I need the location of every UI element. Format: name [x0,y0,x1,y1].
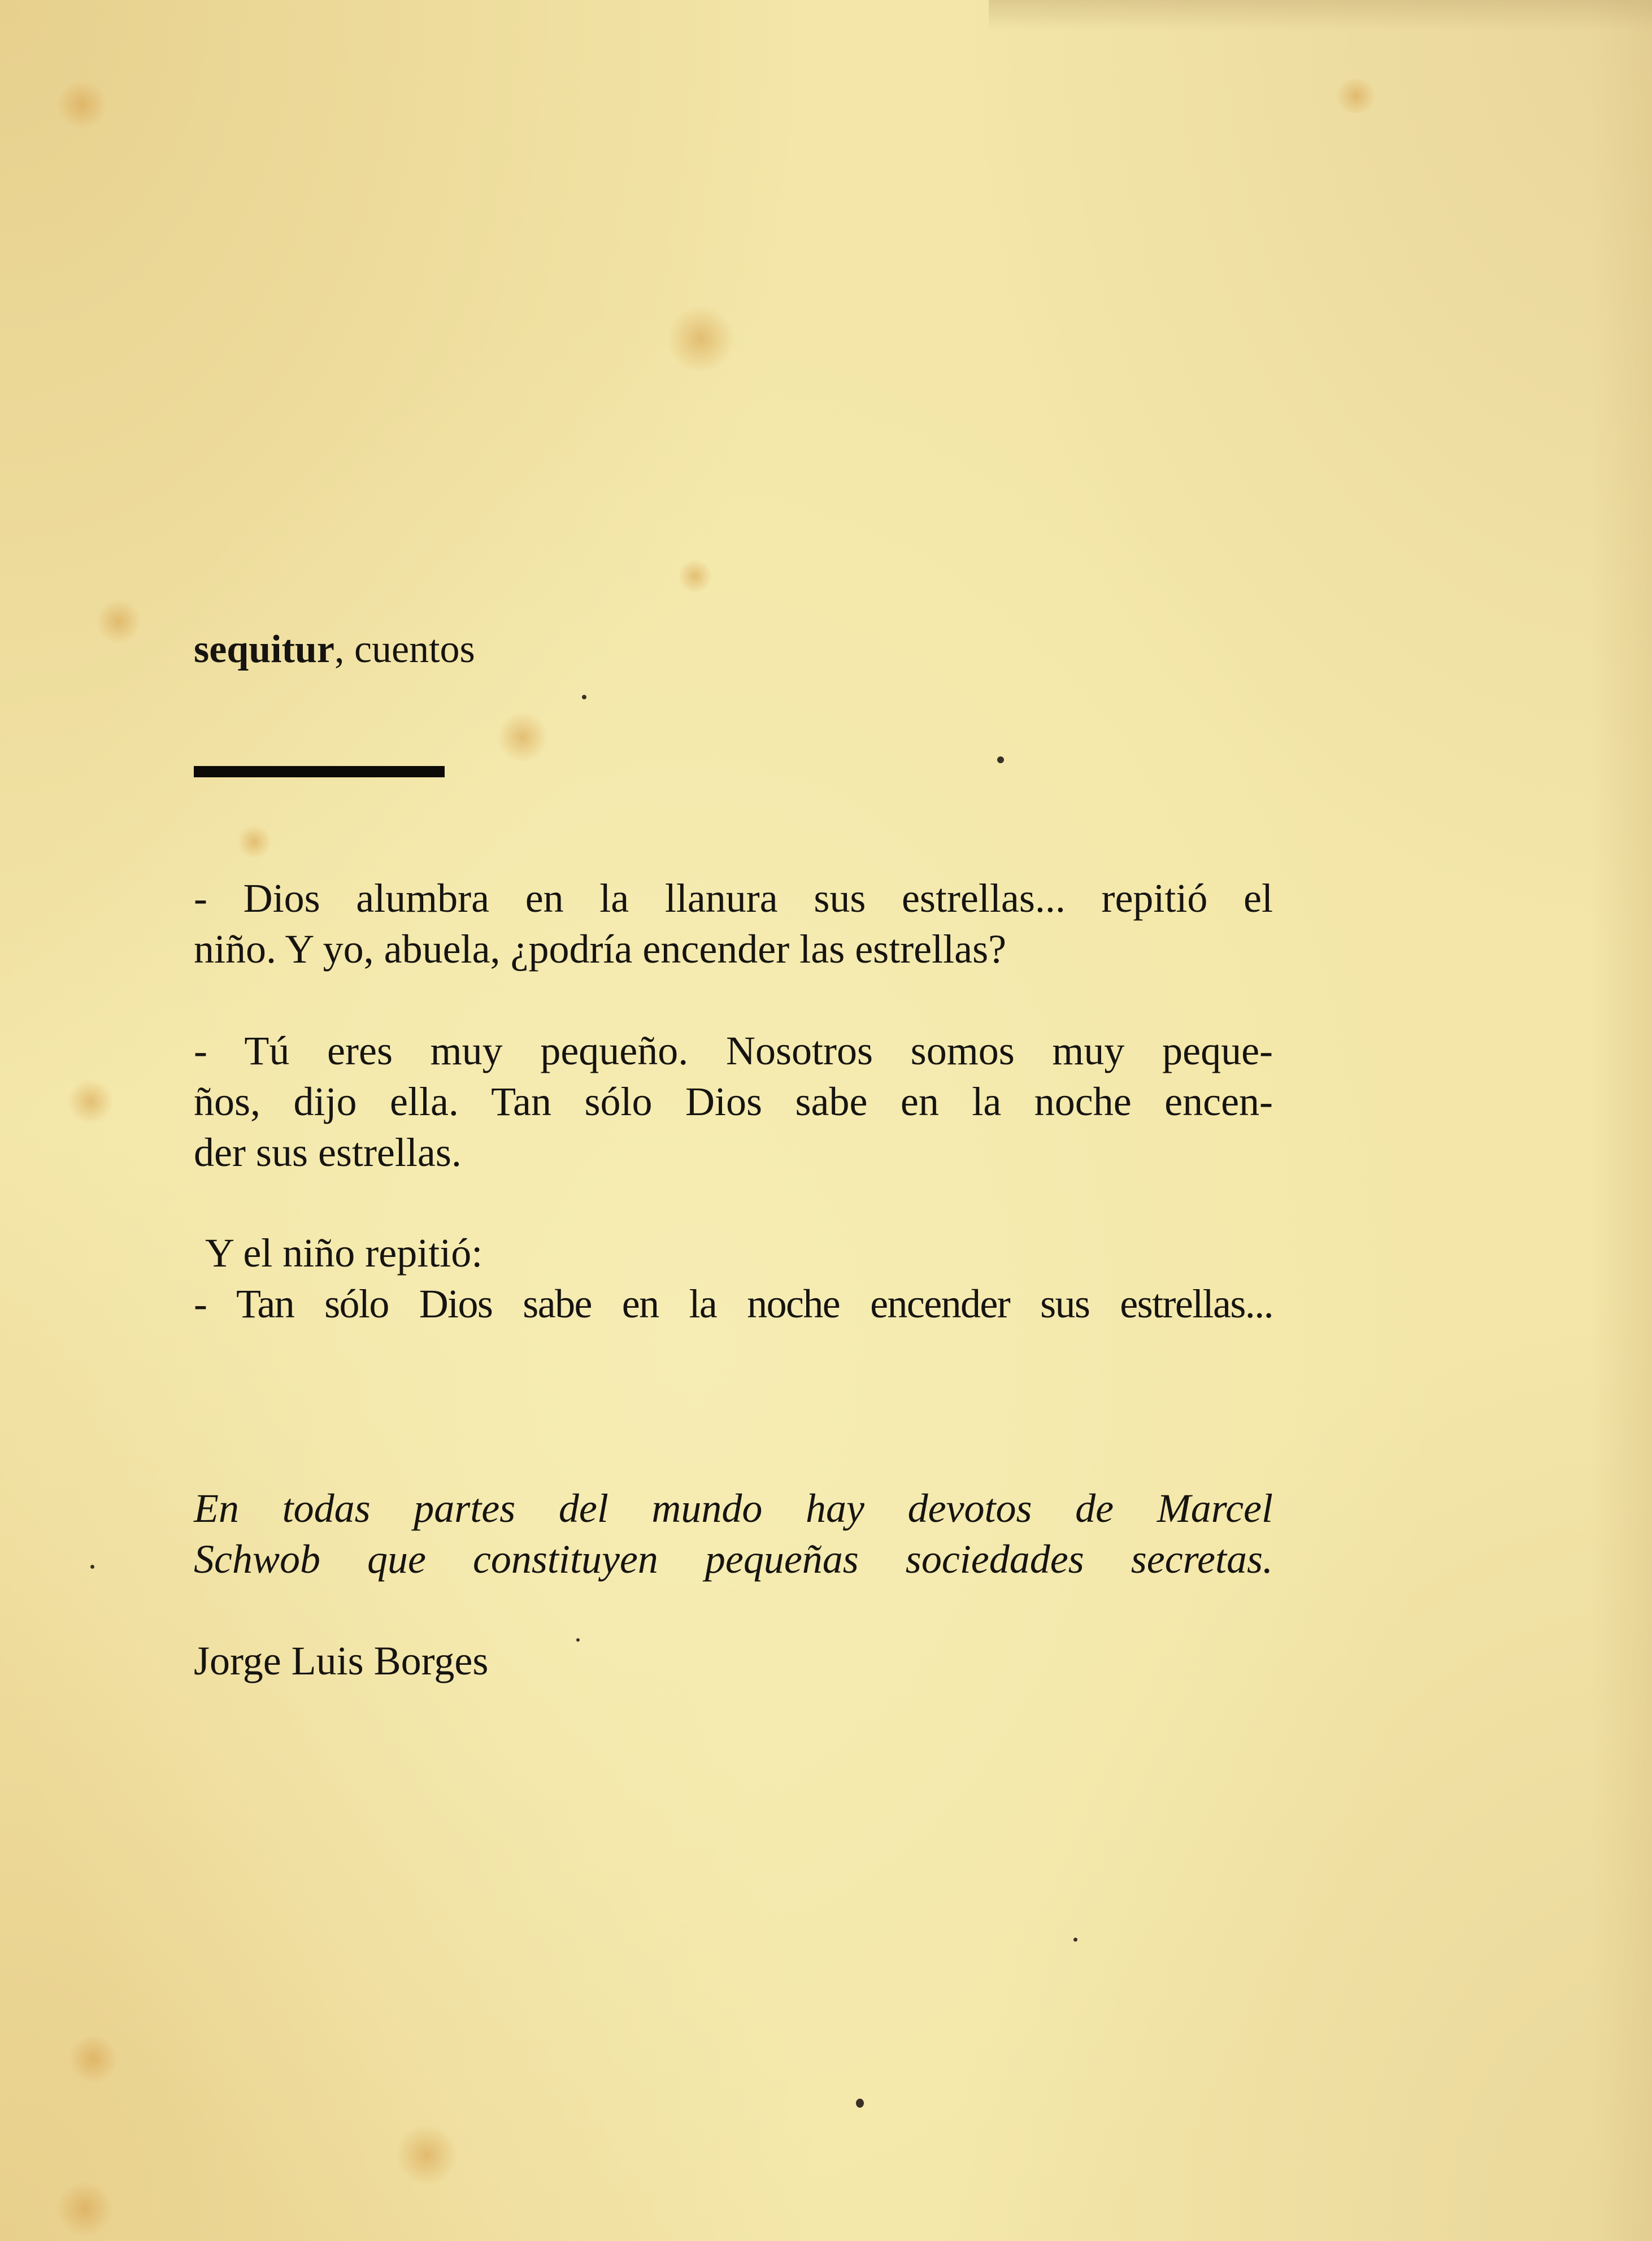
series-heading [194,621,475,678]
borges-quote [194,1483,1273,1585]
paper-stain [68,1079,113,1124]
series-name: sequitur [194,628,334,671]
paper-edge-shadow [1590,0,1652,2241]
paper-stain [497,712,548,763]
paper-stain [395,2124,458,2186]
heading-rule [194,766,445,777]
paper-top-wear [989,0,1652,31]
excerpt-line: der sus estrellas. [194,1130,462,1175]
excerpt-line: niño. Y yo, abuela, ¿podría encender las estrellas? [194,926,1007,972]
paper-speck [856,2099,864,2108]
excerpt-paragraph-2 [194,1025,1273,1178]
paper-speck [1073,1938,1077,1942]
paper-speck [997,756,1004,763]
excerpt-paragraph-1 [194,873,1273,974]
quote-author: Jorge Luis Borges [194,1638,489,1683]
paper-speck [576,1638,580,1642]
quote-line: En todas partes del mundo hay devotos de Marcel [194,1486,1273,1531]
excerpt-line: ños, dijo ella. Tan sólo Dios sabe en la noche encen- [194,1079,1273,1124]
paper-stain [56,2181,113,2237]
paper-stain [678,559,712,593]
paper-stain [96,599,141,644]
paper-stain [667,305,734,373]
excerpt-line: - Tan sólo Dios sabe en la noche encender sus estrellas... [194,1281,1273,1326]
paper-stain [68,2034,119,2085]
paper-stain [237,825,271,859]
excerpt-paragraph-3 [194,1228,1273,1329]
excerpt-line: Y el niño repitió: [205,1230,483,1276]
series-subtitle: , cuentos [334,628,475,671]
paper-speck [582,695,586,699]
paper-stain [56,79,107,130]
paper-speck [90,1565,94,1569]
quote-line: Schwob que constituyen pequeñas sociedades secretas. [194,1537,1273,1582]
excerpt-line: - Dios alumbra en la llanura sus estrellas... repitió el [194,876,1273,921]
excerpt-line: - Tú eres muy pequeño. Nosotros somos muy peque- [194,1028,1273,1073]
paper-stain [1333,79,1379,113]
